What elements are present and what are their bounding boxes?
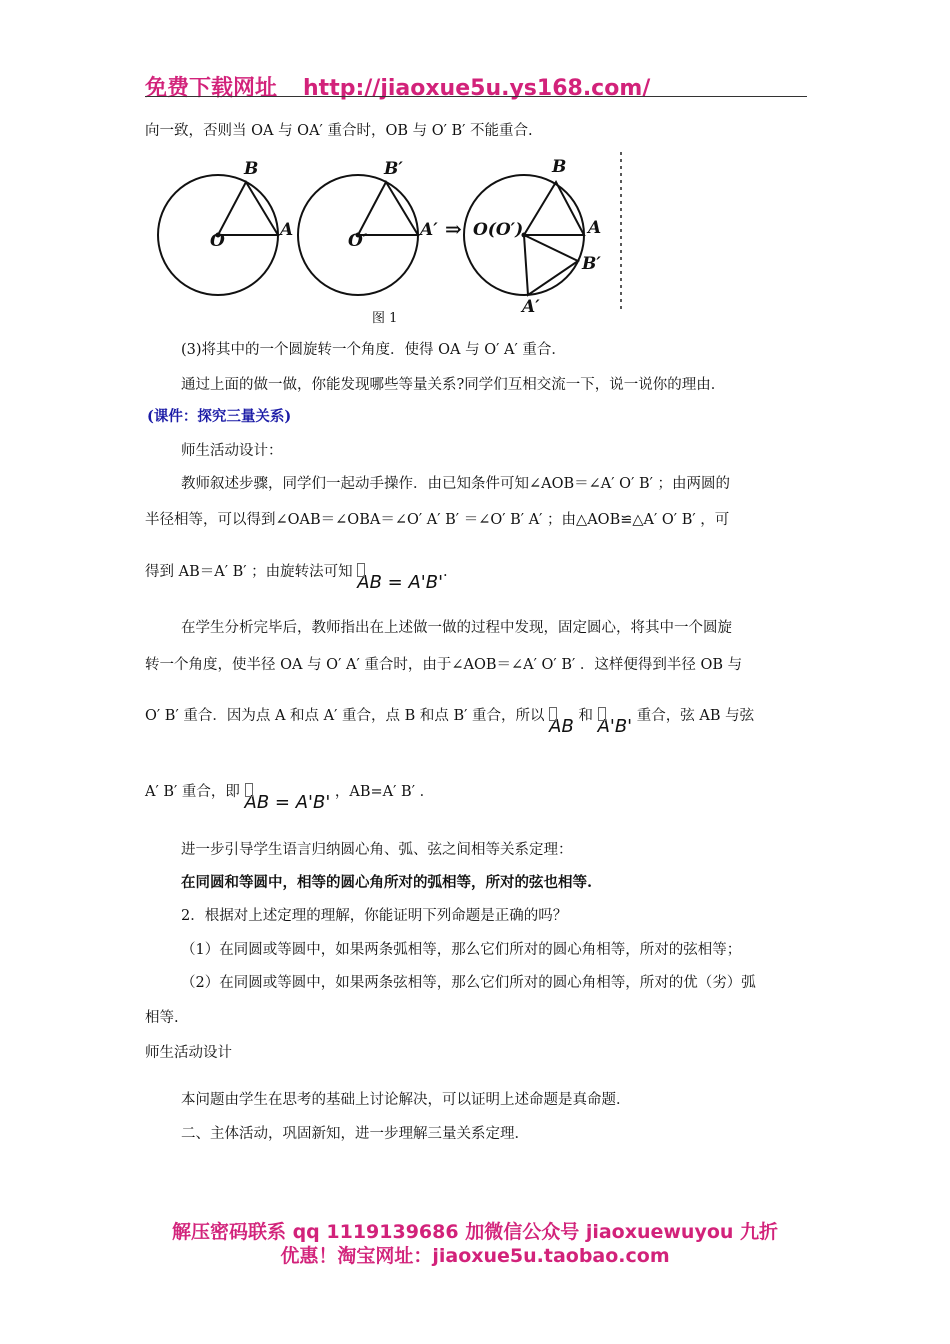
text-line-7: 半径相等，可以得到∠OAB＝∠OBA＝∠O′ A′ B′ ＝∠O′ B′ A′ ；由△AOB≌△A′ O′ B′ ，可 — [145, 512, 730, 528]
text-line-11e: 重合，弦 AB 与弦 — [636, 708, 755, 724]
text-line-10: 转一个角度，使半径 OA 与 O′ A′ 重合时，由于∠AOB＝∠A′ O′ B′ ．这样便得到半径 OB 与 — [145, 657, 743, 673]
text-line-11c: 和 — [578, 708, 593, 724]
courseware-link[interactable]: (课件：探究三量关系) — [147, 408, 292, 425]
text-line-19: 师生活动设计 — [145, 1045, 232, 1061]
proposition-1: （1）在同圆或等圆中，如果两条弧相等，那么它们所对的圆心角相等，所对的弦相等； — [181, 942, 742, 958]
section-heading-2: 二、主体活动，巩固新知，进一步理解三量关系定理． — [181, 1126, 529, 1142]
text-line-15: 2．根据对上述定理的理解，你能证明下列命题是正确的吗？ — [181, 908, 568, 924]
text-line-20: 本问题由学生在思考的基础上讨论解决，可以证明上述命题是真命题． — [181, 1092, 631, 1108]
label-c1-A: A — [280, 220, 294, 240]
arc-equation-2 — [245, 793, 331, 813]
triangle-3b — [524, 235, 578, 295]
label-c2-A: A′ — [420, 220, 438, 240]
label-c3-B: B — [552, 157, 567, 177]
header — [145, 71, 650, 102]
text-line-8a: 得到 AB＝A′ B′ ；由旋转法可知 — [145, 564, 353, 580]
text-line-9: 在学生分析完毕后，教师指出在上述做一做的过程中发现，固定圆心，将其中一个圆旋 — [181, 620, 732, 636]
triangle-3a — [524, 182, 584, 235]
text-line-5: 师生活动设计： — [181, 443, 283, 459]
header-rule — [145, 96, 807, 97]
arc-equation-1-text: AB = A'B' — [357, 572, 444, 593]
text-line-12 — [145, 782, 434, 813]
text-line-12a: A′ B′ 重合，即 — [145, 784, 240, 800]
text-line-13: 进一步引导学生语言归纳圆心角、弧、弦之间相等关系定理： — [181, 842, 573, 858]
figure-caption: 图 1 — [372, 311, 398, 326]
triangle-1 — [218, 182, 278, 235]
arc-equation-2-text: AB = A'B' — [244, 792, 331, 813]
header-url[interactable]: http://jiaoxue5u.ys168.com/ — [303, 76, 651, 101]
text-line-12c: ，AB=A′ B′ ． — [334, 784, 435, 800]
text-line-11 — [145, 706, 754, 737]
label-c3-Bp: B′ — [582, 254, 601, 274]
footer-line-1: 解压密码联系 qq 1119139686 加微信公众号 jiaoxuewuyou 九折 — [171, 1221, 779, 1243]
text-line-3: 通过上面的做一做，你能发现哪些等量关系?同学们互相交流一下，说一说你的理由． — [181, 377, 726, 393]
proposition-2: （2）在同圆或等圆中，如果两条弦相等，那么它们所对的圆心角相等，所对的优（劣）弧 — [181, 975, 756, 991]
text-line-18: 相等. — [145, 1010, 179, 1026]
arc-equation-1 — [357, 573, 443, 593]
footer-line-2[interactable]: 优惠！淘宝网址：jiaoxue5u.taobao.com — [280, 1245, 670, 1267]
label-c3-Ap: A′ — [522, 297, 540, 317]
label-arrow: ⇒ — [445, 217, 462, 241]
header-title: 免费下载网址 — [145, 76, 278, 101]
arc-AB — [549, 717, 574, 737]
text-line-8c: . — [443, 564, 448, 580]
label-c1-B: B — [244, 159, 259, 179]
arc-ApBp — [598, 717, 633, 737]
text-line-11a: O′ B′ 重合．因为点 A 和点 A′ 重合，点 B 和点 B′ 重合，所以 — [145, 708, 545, 724]
triangle-2 — [358, 182, 418, 235]
arc-ApBp-text: A'B' — [597, 716, 633, 737]
arc-AB-text: AB — [549, 716, 574, 737]
label-c2-O: O′ — [348, 231, 368, 251]
label-c2-B: B′ — [384, 159, 403, 179]
figure-1 — [150, 148, 630, 318]
label-c1-O: O — [210, 231, 225, 251]
theorem-statement: 在同圆和等圆中，相等的圆心角所对的弧相等，所对的弦也相等. — [181, 874, 593, 891]
text-line-8 — [145, 562, 448, 593]
text-line-6: 教师叙述步骤，同学们一起动手操作．由已知条件可知∠AOB＝∠A′ O′ B′ ；由两圆的 — [181, 476, 731, 492]
label-c3-O: O(O′) — [473, 220, 524, 240]
text-line-1: 向一致，否则当 OA 与 OA′ 重合时，OB 与 O′ B′ 不能重合. — [145, 123, 533, 139]
footer — [145, 1220, 805, 1268]
label-c3-A: A — [588, 218, 602, 238]
text-line-2: (3)将其中的一个圆旋转一个角度．使得 OA 与 O′ A′ 重合． — [181, 342, 566, 358]
